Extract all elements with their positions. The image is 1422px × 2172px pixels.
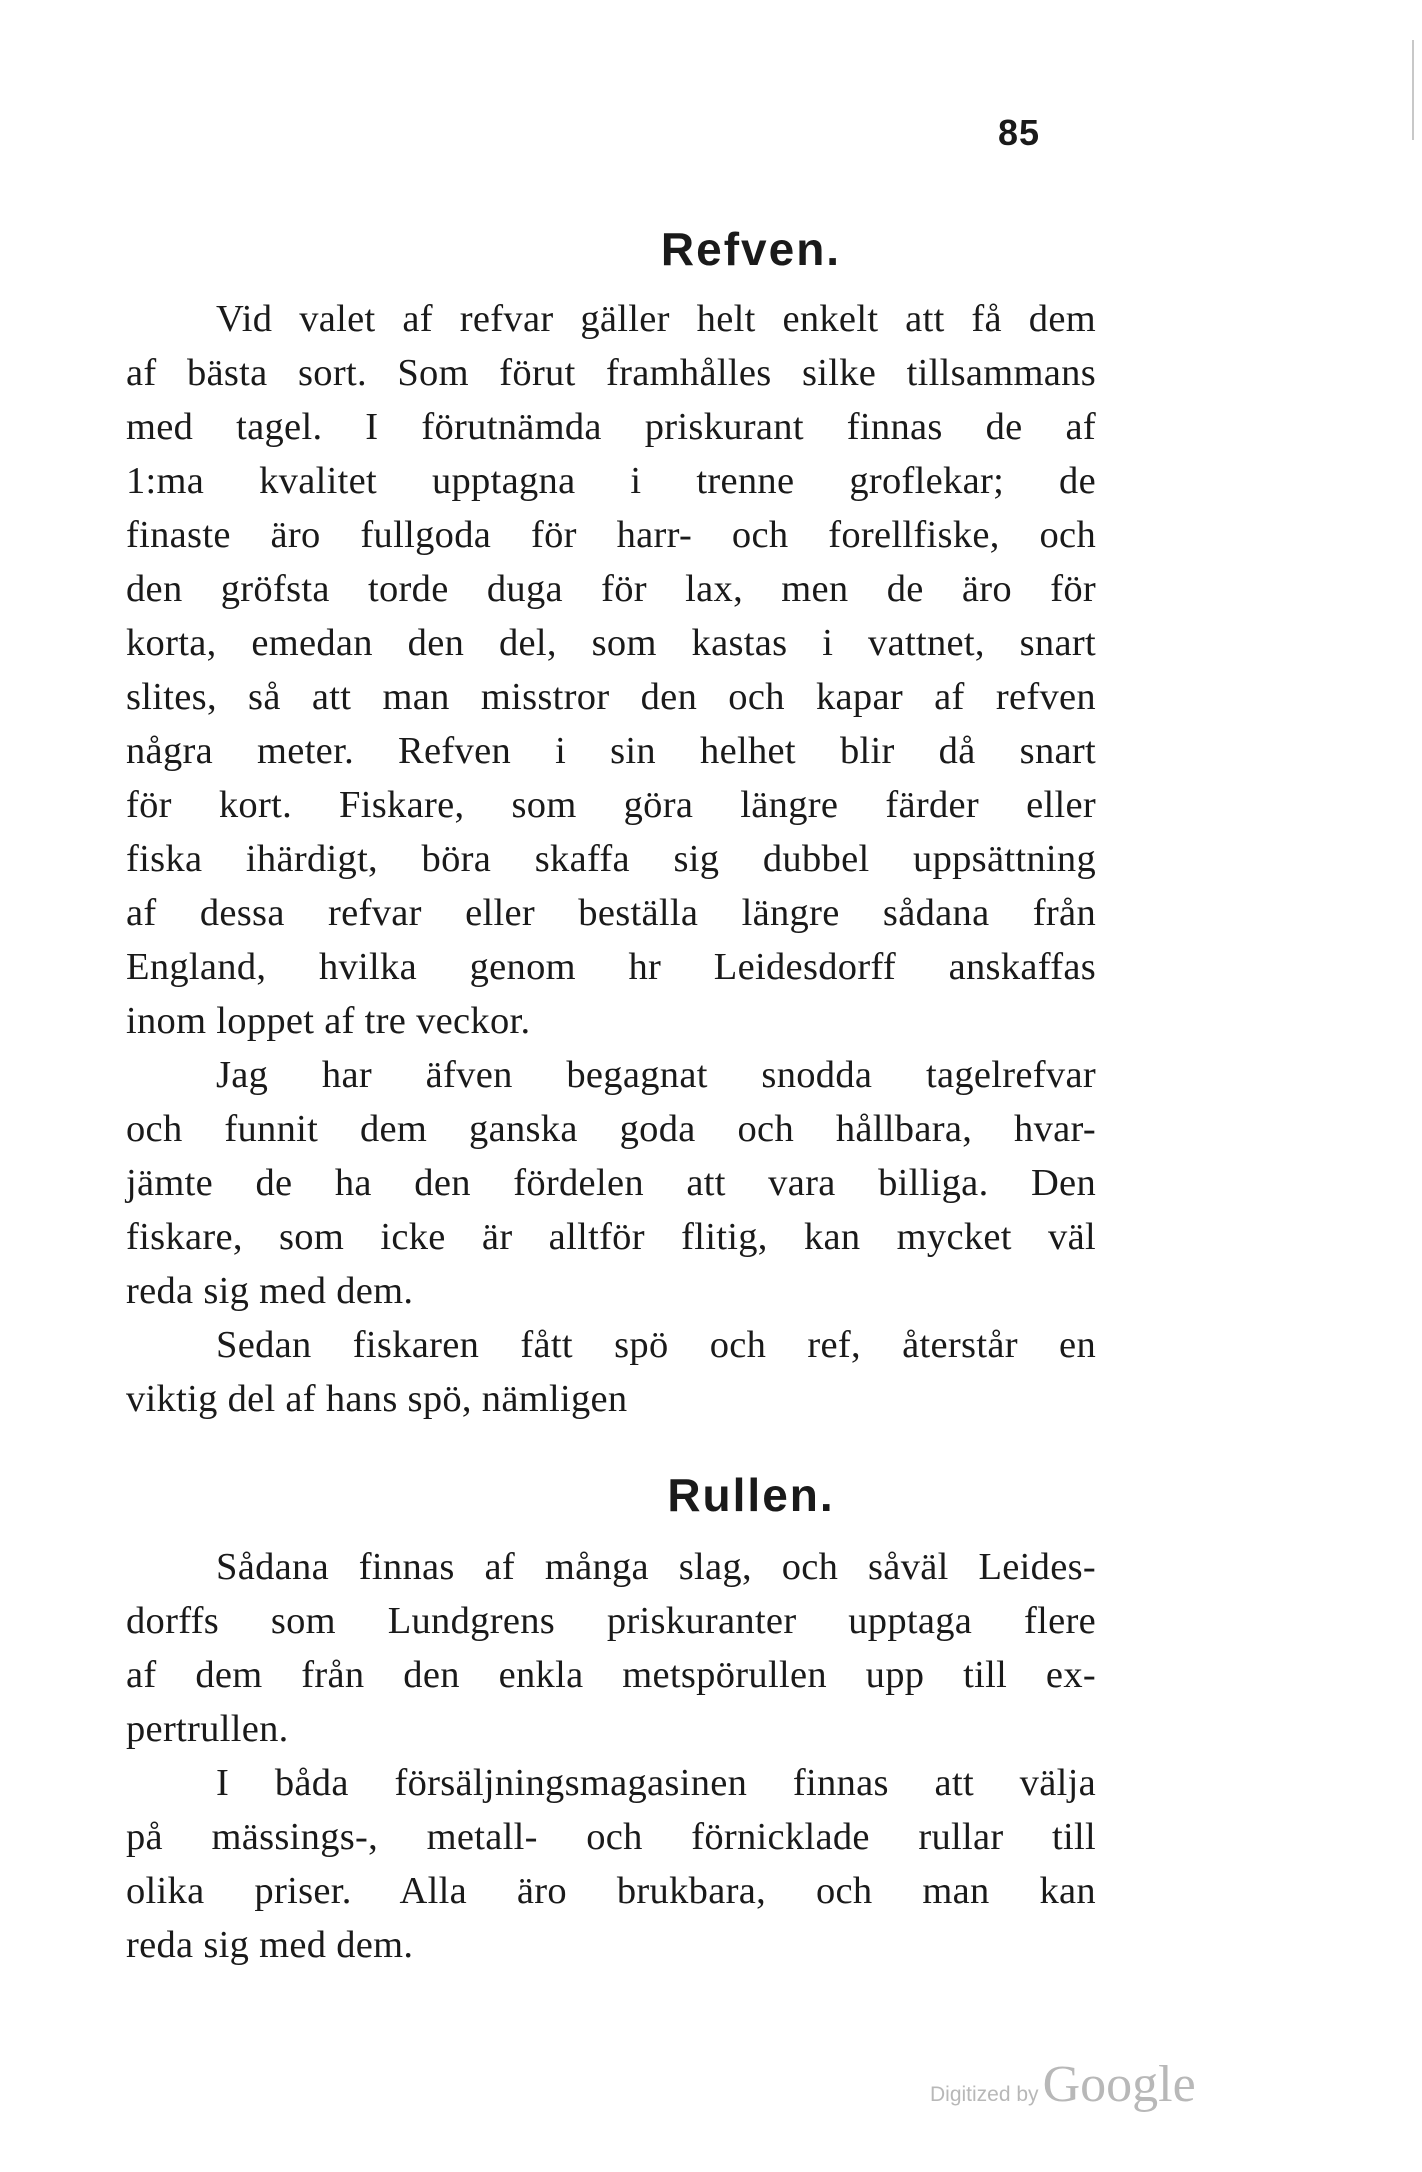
section-heading-refven: Refven. — [660, 223, 842, 275]
text-line: fiska ihärdigt, böra skaffa sig dubbel uppsättning — [126, 838, 1096, 880]
text-line: Vid valet af refvar gäller helt enkelt att få dem — [216, 298, 1096, 340]
text-line: för kort. Fiskare, som göra längre färder eller — [126, 784, 1096, 826]
text-line: jämte de ha den fördelen att vara billiga. Den — [126, 1162, 1096, 1204]
text-line: Sådana finnas af många slag, och såväl Leides- — [216, 1546, 1096, 1588]
text-line: England, hvilka genom hr Leidesdorff anskaffas — [126, 946, 1096, 988]
text-line: dorffs som Lundgrens priskuranter upptaga flere — [126, 1600, 1096, 1642]
text-line: Jag har äfven begagnat snodda tagelrefvar — [216, 1054, 1096, 1096]
text-line: olika priser. Alla äro brukbara, och man kan — [126, 1870, 1096, 1912]
text-line: finaste äro fullgoda för harr- och forellfiske, och — [126, 514, 1096, 556]
text-line: I båda försäljningsmagasinen finnas att välja — [216, 1762, 1096, 1804]
text-line: pertrullen. — [126, 1708, 289, 1750]
text-line: af dessa refvar eller beställa längre sådana från — [126, 892, 1096, 934]
google-logo: Google — [1042, 2056, 1196, 2113]
text-line: reda sig med dem. — [126, 1270, 414, 1312]
text-line: reda sig med dem. — [126, 1924, 414, 1966]
text-line: slites, så att man misstror den och kapar af refven — [126, 676, 1096, 718]
text-line: inom loppet af tre veckor. — [126, 1000, 531, 1042]
text-line: 1:ma kvalitet upptagna i trenne groflekar; de — [126, 460, 1096, 502]
text-line: med tagel. I förutnämda priskurant finnas de af — [126, 406, 1096, 448]
text-line: fiskare, som icke är alltför flitig, kan mycket väl — [126, 1216, 1096, 1258]
text-line: korta, emedan den del, som kastas i vattnet, snart — [126, 622, 1096, 664]
digitized-by-label: Digitized by — [930, 2083, 1039, 2106]
page-number: 85 — [998, 112, 1041, 153]
text-line: viktig del af hans spö, nämligen — [126, 1378, 628, 1420]
section-heading-rullen: Rullen. — [667, 1469, 835, 1521]
text-line: några meter. Refven i sin helhet blir då snart — [126, 730, 1096, 772]
text-line: af bästa sort. Som förut framhålles silke tillsammans — [126, 352, 1096, 394]
text-line: Sedan fiskaren fått spö och ref, återstår en — [216, 1324, 1096, 1366]
page-edge-line — [1412, 40, 1414, 140]
text-line: på mässings-, metall- och förnicklade rullar till — [126, 1816, 1096, 1858]
digitized-by-google-watermark — [930, 2055, 1196, 2114]
text-line: och funnit dem ganska goda och hållbara, hvar- — [126, 1108, 1096, 1150]
text-line: af dem från den enkla metspörullen upp till ex- — [126, 1654, 1096, 1696]
text-line: den gröfsta torde duga för lax, men de äro för — [126, 568, 1096, 610]
